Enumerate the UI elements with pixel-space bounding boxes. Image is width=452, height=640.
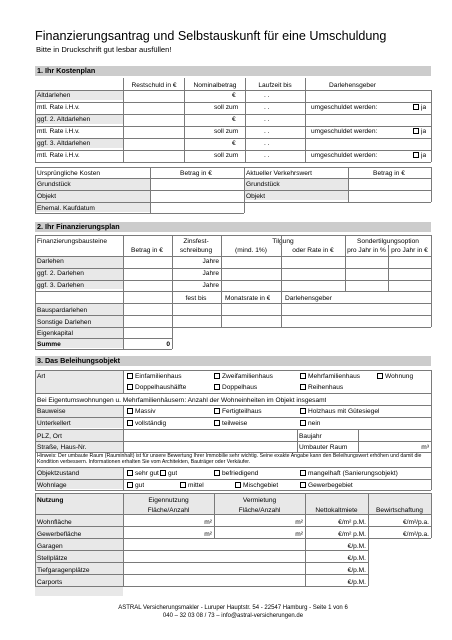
cost-objekt: Objekt [37, 193, 57, 200]
page-title: Finanzierungsantrag und Selbstauskunft für eine Umschuldung [35, 29, 387, 43]
grid-line [35, 452, 431, 453]
doppelhaushaelfte-label: Doppelhaushälfte [135, 384, 187, 391]
jahre-label: Jahre [202, 270, 219, 277]
grid-line [35, 190, 431, 191]
col-laufzeit: Laufzeit bis [258, 82, 292, 89]
grid-line [35, 235, 36, 349]
ja-label: ja [421, 128, 427, 135]
unit-m2: m² [204, 531, 212, 538]
grid-line [305, 78, 306, 162]
unit-eur-pm: €/p.M. [347, 579, 366, 586]
soll-zum-label: soll zum [214, 152, 239, 159]
grid-line [35, 268, 431, 269]
grid-line [35, 526, 431, 527]
grid-line [35, 370, 431, 371]
grid-line [35, 493, 36, 586]
grid-line [123, 467, 124, 490]
row-label: ggf. 2. Altdarlehen [37, 116, 91, 123]
row-eigenkapital: Eigenkapital [37, 330, 73, 337]
strasse-label: Straße, Haus-Nr. [37, 444, 87, 451]
row-stellplaetze: Stellplätze [37, 555, 68, 562]
euro-sign: € [232, 92, 236, 99]
grid-line [35, 429, 431, 430]
cost-header-betrag-2: Betrag in € [373, 170, 405, 177]
soll-zum-label: soll zum [214, 104, 239, 111]
grid-line [172, 235, 173, 349]
massiv-checkbox[interactable] [127, 408, 133, 414]
nein-checkbox[interactable] [300, 420, 306, 426]
grid-line [35, 90, 431, 91]
grid-line [35, 102, 431, 103]
col-nutzung: Nutzung [37, 497, 64, 504]
einfamilienhaus-checkbox[interactable] [127, 373, 133, 379]
mehrfamilienhaus-checkbox[interactable] [300, 373, 306, 379]
date-dots: . . [264, 140, 270, 147]
grid-line [35, 538, 431, 539]
row-label: mtl. Rate i.H.v. [37, 128, 80, 135]
zweifamilienhaus-checkbox[interactable] [214, 373, 220, 379]
reihenhaus-checkbox[interactable] [300, 384, 306, 390]
cost-grundstueck: Grundstück [37, 181, 71, 188]
grid-line [35, 213, 244, 214]
gut-checkbox[interactable] [160, 470, 166, 476]
row-darlehen-3: ggf. 3. Darlehen [37, 282, 84, 289]
col-nettokaltmiete: Nettokaltmiete [315, 507, 358, 514]
massiv-label: Massiv [135, 408, 156, 415]
mischgebiet-label: Mischgebiet [243, 482, 279, 489]
unit-eur-m2-pa: €/m²/p.a. [402, 531, 429, 538]
row-summe: Summe [37, 341, 61, 348]
col-sonder: Sondertilgungsoption [357, 238, 419, 245]
grid-line [431, 370, 432, 490]
row-label: Altdarlehen [37, 92, 71, 99]
col-eigen-flaeche: Fläche/Anzahl [147, 507, 190, 514]
col-sonder-eur: pro Jahr in € [391, 247, 428, 254]
wert-objekt: Objekt [246, 193, 266, 200]
grid-line [358, 429, 359, 452]
umschuldung-ja-checkbox[interactable] [413, 104, 419, 110]
row-label: ggf. 3. Altdarlehen [37, 140, 91, 147]
grid-line [35, 586, 368, 587]
grid-line [123, 493, 124, 586]
col-sonder-pct: pro Jahr in % [347, 247, 386, 254]
row-wohnflaeche: Wohnfläche [37, 519, 72, 526]
objektzustand-label: Objektzustand [37, 470, 80, 477]
grid-line [35, 493, 431, 494]
umgeschuldet-label: umgeschuldet werden: [311, 128, 378, 135]
umschuldung-ja-checkbox[interactable] [413, 128, 419, 134]
grid-line [35, 150, 431, 151]
unit-m2: m² [204, 519, 212, 526]
footer-contact: 040 – 32 03 08 / 73 – info@astral-versicherungen.de [162, 613, 304, 619]
grid-line [35, 90, 36, 162]
col-tilgung: Tilgung [272, 238, 294, 245]
col-nominalbetrag: Nominalbetrag [193, 82, 237, 89]
befriedigend-label: befriedigend [222, 470, 259, 477]
grid-line [35, 280, 431, 281]
grid-line [184, 78, 185, 162]
grid-line [431, 167, 432, 202]
hinweis-text: Hinweis: Der umbaute Raum (Rauminhalt) ist für unsere Bewertung Ihrer Immobilie sehr wichtig. Seine exakte Angabe kann den Beleihungswert erhöhen und damit die Kondition verbessern. Informationen erhalten Sie vom Architekten, Bauträger oder Verkäufer. [37, 453, 422, 466]
vollstaendig-label: vollständig [135, 420, 167, 427]
col-tilgung-rate: oder Rate in € [292, 247, 334, 254]
soll-zum-label: soll zum [214, 128, 239, 135]
col-zins-2: schreibung [179, 247, 213, 254]
befriedigend-checkbox[interactable] [214, 470, 220, 476]
col-zins-1: Zinsfest- [183, 238, 209, 245]
grid-line [35, 393, 431, 394]
reihenhaus-label: Reihenhaus [308, 384, 344, 391]
row-bauspar: Bauspardarlehen [37, 307, 88, 314]
grid-line [35, 327, 431, 328]
grid-line [348, 167, 349, 202]
umbauter-raum-unit: m³ [421, 444, 429, 451]
euro-sign: € [232, 116, 236, 123]
mittel-checkbox[interactable] [180, 482, 186, 488]
summe-value: 0 [166, 341, 170, 348]
plz-label: PLZ, Ort [37, 433, 62, 440]
col-verm-flaeche: Fläche/Anzahl [238, 507, 281, 514]
section-3-header: 3. Das Beleihungsobjekt [35, 356, 431, 366]
gewerbegebiet-label: Gewerbegebiet [308, 482, 353, 489]
row-label: mtl. Rate i.H.v. [37, 104, 80, 111]
grid-line [35, 338, 172, 339]
grid-line [35, 349, 172, 350]
fertigteilhaus-label: Fertigteilhaus [222, 408, 262, 415]
grid-line [35, 490, 431, 491]
umgeschuldet-label: umgeschuldet werden: [311, 104, 378, 111]
grid-line [388, 245, 389, 291]
col-darlehensgeber: Darlehensgeber [285, 295, 332, 302]
date-dots: . . [264, 116, 270, 123]
grid-line [35, 441, 431, 442]
grid-line [35, 315, 431, 316]
grid-line [35, 417, 431, 418]
umgeschuldet-label: umgeschuldet werden: [311, 152, 378, 159]
mangelhaft-label: mangelhaft (Sanierungsobjekt) [308, 470, 398, 477]
wohnlage-label: Wohnlage [37, 482, 67, 489]
row-darlehen-2: ggf. 2. Darlehen [37, 270, 84, 277]
col-tilgung-min: (mind. 1%) [235, 247, 267, 254]
grid-line [35, 178, 431, 179]
grid-line [214, 493, 215, 538]
grid-line [35, 303, 431, 304]
grid-line [35, 405, 431, 406]
mittel-label: mittel [188, 482, 204, 489]
unit-eur-m2-pm: €/m² p.M. [338, 519, 366, 526]
col-restschuld: Restschuld in € [131, 82, 177, 89]
row-tiefgarage: Tiefgaragenplätze [37, 567, 90, 574]
col-eigennutzung: Eigennutzung [148, 497, 189, 504]
section-1-header: 1. Ihr Kostenplan [35, 66, 431, 76]
col-bewirtschaftung: Bewirtschaftung [376, 507, 423, 514]
teilweise-checkbox[interactable] [214, 420, 220, 426]
cost-kaufdatum: Ehemal. Kaufdatum [37, 205, 95, 212]
grid-line [305, 493, 306, 586]
grid-line [35, 550, 368, 551]
art-label: Art [37, 373, 46, 380]
grid-line [297, 429, 298, 452]
grid-line [35, 479, 431, 480]
page-subtitle: Bitte in Druckschrift gut lesbar ausfüllen! [36, 45, 172, 54]
doppelhaushaelfte-checkbox[interactable] [127, 384, 133, 390]
umschuldung-ja-checkbox[interactable] [413, 152, 419, 158]
fertigteilhaus-checkbox[interactable] [214, 408, 220, 414]
col-fest-bis: fest bis [185, 295, 207, 302]
row-label: mtl. Rate i.H.v. [37, 152, 80, 159]
grid-line [345, 235, 346, 291]
section-2-header: 2. Ihr Finanzierungsplan [35, 222, 431, 232]
sehr-gut-checkbox[interactable] [127, 470, 133, 476]
grid-line [35, 162, 431, 163]
mischgebiet-checkbox[interactable] [235, 482, 241, 488]
gut-label: gut [168, 470, 178, 477]
unit-eur-pm: €/p.M. [347, 555, 366, 562]
col-betrag: Betrag in € [131, 247, 163, 254]
holzhaus-label: Holzhaus mit Gütesiegel [308, 408, 380, 415]
doppelhaus-checkbox[interactable] [214, 384, 220, 390]
cost-header-urspruenglich: Ursprüngliche Kosten [37, 170, 101, 177]
ja-label: ja [421, 152, 427, 159]
row-gewerbeflaeche: Gewerbefläche [37, 531, 82, 538]
date-dots: . . [264, 128, 270, 135]
unit-eur-m2-pa: €/m²/p.a. [402, 519, 429, 526]
jahre-label: Jahre [202, 282, 219, 289]
unterkellert-label: Unterkellert [37, 420, 71, 427]
wohnlage-gut-checkbox[interactable] [127, 482, 133, 488]
grid-line [123, 235, 124, 349]
grid-line [35, 235, 431, 236]
grid-line [35, 514, 431, 515]
date-dots: . . [264, 92, 270, 99]
unit-eur-pm: €/p.M. [347, 543, 366, 550]
umbauter-raum-label: Umbauter Raum [299, 444, 348, 451]
row-darlehen: Darlehen [37, 258, 64, 265]
unit-eur-pm: €/p.M. [347, 567, 366, 574]
unit-m2: m² [295, 531, 303, 538]
row-sonstige: Sonstige Darlehen [37, 319, 92, 326]
grid-line [35, 467, 431, 468]
grid-line [123, 405, 124, 452]
jahre-label: Jahre [202, 258, 219, 265]
grid-line [245, 78, 246, 162]
col-monatsrate: Monatsrate in € [225, 295, 271, 302]
cost-header-verkehrswert: Aktueller Verkehrswert [246, 170, 312, 177]
grid-line [35, 167, 431, 168]
grid-line [368, 493, 369, 586]
einfamilienhaus-label: Einfamilienhaus [135, 373, 182, 380]
gewerbegebiet-checkbox[interactable] [300, 482, 306, 488]
grid-line [150, 167, 151, 213]
euro-sign: € [232, 140, 236, 147]
grid-line [431, 235, 432, 327]
grid-line [35, 126, 431, 127]
grid-line [431, 493, 432, 538]
eigentum-note: Bei Eigentumswohnungen u. Mehrfamilienhäusern: Anzahl der Wohneinheiten im Objekt insgesamt [37, 397, 327, 404]
grid-line [221, 235, 222, 327]
holzhaus-checkbox[interactable] [300, 408, 306, 414]
grid-line [35, 114, 431, 115]
mangelhaft-checkbox[interactable] [300, 470, 306, 476]
grid-line [35, 167, 36, 213]
wohnung-label: Wohnung [385, 373, 414, 380]
ja-label: ja [421, 104, 427, 111]
wohnung-checkbox[interactable] [377, 373, 383, 379]
wert-grundstueck: Grundstück [246, 181, 280, 188]
grid-line [35, 562, 368, 563]
grid-line [35, 202, 431, 203]
unit-eur-m2-pm: €/m² p.M. [338, 531, 366, 538]
mehrfamilienhaus-label: Mehrfamilienhaus [308, 373, 361, 380]
grid-line [244, 167, 245, 213]
grid-line [35, 256, 431, 257]
date-dots: . . [264, 104, 270, 111]
wohnlage-gut-label: gut [135, 482, 145, 489]
grid-line [35, 138, 431, 139]
grid-line [431, 90, 432, 162]
zweifamilienhaus-label: Zweifamilienhaus [222, 373, 273, 380]
col-vermietung: Vermietung [242, 497, 277, 504]
col-darlehensgeber: Darlehensgeber [329, 82, 376, 89]
date-dots: . . [264, 152, 270, 159]
cost-header-betrag: Betrag in € [180, 170, 212, 177]
grid-line [35, 574, 368, 575]
footer-address: ASTRAL Versicherungsmakler - Luruper Hauptstr. 54 - 22547 Hamburg - Seite 1 von 6 [118, 605, 348, 611]
doppelhaus-label: Doppelhaus [222, 384, 258, 391]
col-bausteine: Finanzierungsbausteine [37, 238, 108, 245]
row-garagen: Garagen [37, 543, 63, 550]
sehr-gut-label: sehr gut [135, 470, 159, 477]
nein-label: nein [308, 420, 321, 427]
teilweise-label: teilweise [222, 420, 248, 427]
grid-line [123, 370, 124, 393]
bauweise-label: Bauweise [37, 408, 66, 415]
row-carports: Carports [37, 579, 63, 586]
grid-line [35, 370, 36, 490]
vollstaendig-checkbox[interactable] [127, 420, 133, 426]
grid-line [35, 291, 431, 292]
grid-line [281, 235, 282, 327]
baujahr-label: Baujahr [299, 433, 322, 440]
art-bg [35, 370, 123, 393]
unit-m2: m² [295, 519, 303, 526]
grid-line [123, 78, 124, 162]
